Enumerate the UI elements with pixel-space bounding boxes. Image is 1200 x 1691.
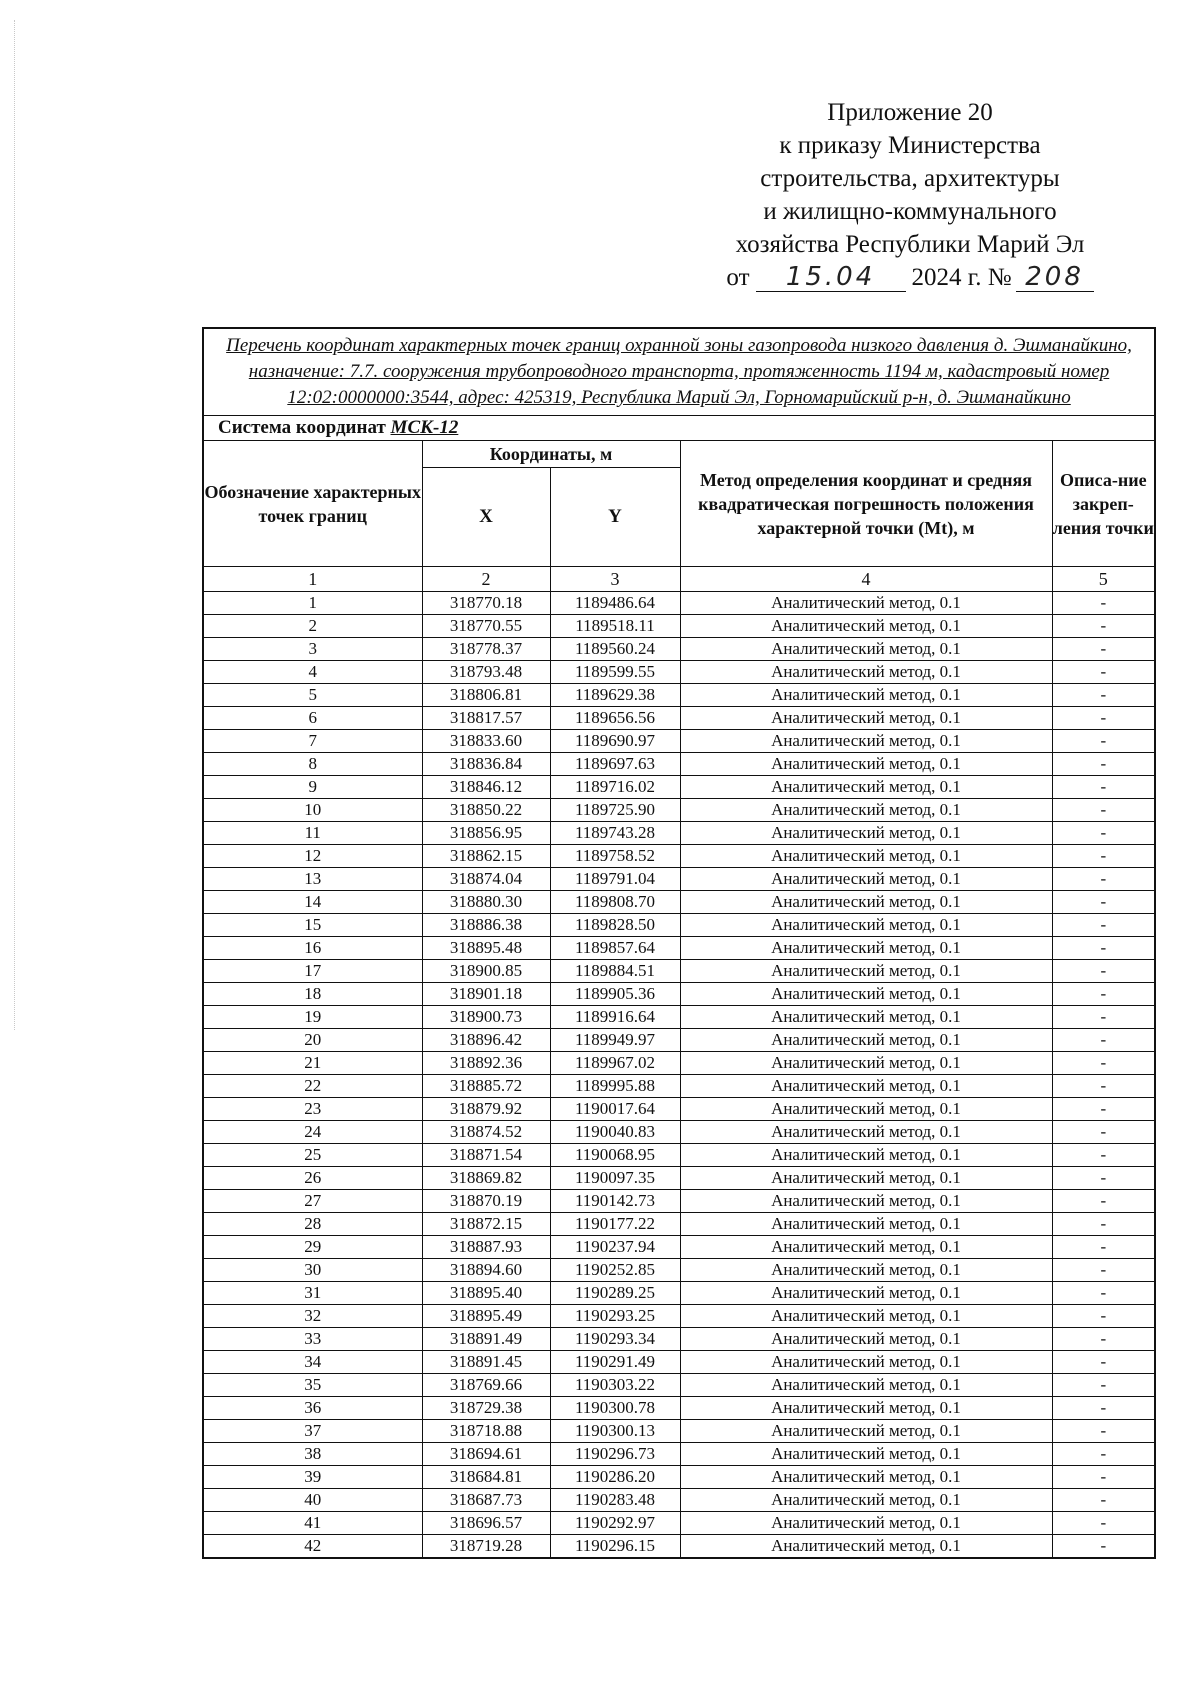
table-row: [203, 661, 1155, 684]
coord-y: 1189697.63: [550, 753, 680, 776]
point-number: 8: [203, 753, 422, 776]
fixing-description: -: [1052, 891, 1155, 914]
coord-y: 1189808.70: [550, 891, 680, 914]
coord-y: 1189916.64: [550, 1006, 680, 1029]
table-row: [203, 1052, 1155, 1075]
coord-x: 318856.95: [422, 822, 550, 845]
table-row: [203, 1351, 1155, 1374]
method: Аналитический метод, 0.1: [680, 707, 1052, 730]
point-number: 32: [203, 1305, 422, 1328]
coord-y: 1190237.94: [550, 1236, 680, 1259]
fixing-description: -: [1052, 1121, 1155, 1144]
coord-y: 1190283.48: [550, 1489, 680, 1512]
method: Аналитический метод, 0.1: [680, 1282, 1052, 1305]
coord-y: 1190289.25: [550, 1282, 680, 1305]
point-number: 28: [203, 1213, 422, 1236]
fixing-description: -: [1052, 1029, 1155, 1052]
fixing-description: -: [1052, 661, 1155, 684]
point-number: 1: [203, 592, 422, 615]
method: Аналитический метод, 0.1: [680, 1305, 1052, 1328]
coord-x: 318687.73: [422, 1489, 550, 1512]
handwritten-order-number: 208: [1016, 263, 1094, 292]
table-row: [203, 1512, 1155, 1535]
coordinates-table: [202, 327, 1156, 1559]
column-number: 2: [422, 567, 550, 592]
coord-x: 318862.15: [422, 845, 550, 868]
point-number: 12: [203, 845, 422, 868]
method: Аналитический метод, 0.1: [680, 799, 1052, 822]
table-caption-row: [203, 328, 1155, 416]
table-row: [203, 1489, 1155, 1512]
method: Аналитический метод, 0.1: [680, 1029, 1052, 1052]
coord-x: 318684.81: [422, 1466, 550, 1489]
coord-y: 1190303.22: [550, 1374, 680, 1397]
coord-x: 318879.92: [422, 1098, 550, 1121]
coord-x: 318846.12: [422, 776, 550, 799]
coord-x: 318806.81: [422, 684, 550, 707]
coord-x: 318850.22: [422, 799, 550, 822]
fixing-description: -: [1052, 1351, 1155, 1374]
coord-x: 318833.60: [422, 730, 550, 753]
method: Аналитический метод, 0.1: [680, 1351, 1052, 1374]
coord-y: 1190296.15: [550, 1535, 680, 1559]
method: Аналитический метод, 0.1: [680, 1006, 1052, 1029]
table-row: [203, 960, 1155, 983]
method: Аналитический метод, 0.1: [680, 960, 1052, 983]
coord-y: 1190300.78: [550, 1397, 680, 1420]
point-number: 22: [203, 1075, 422, 1098]
header-line: к приказу Министерства: [779, 132, 1041, 159]
coord-x: 318880.30: [422, 891, 550, 914]
fixing-description: -: [1052, 615, 1155, 638]
coord-x: 318871.54: [422, 1144, 550, 1167]
table-row: [203, 1420, 1155, 1443]
coord-x: 318770.55: [422, 615, 550, 638]
header-x: X: [422, 468, 550, 567]
table-row: [203, 1075, 1155, 1098]
coord-y: 1189995.88: [550, 1075, 680, 1098]
point-number: 27: [203, 1190, 422, 1213]
header-line: строительства, архитектуры: [760, 165, 1060, 192]
point-number: 21: [203, 1052, 422, 1075]
coord-y: 1189518.11: [550, 615, 680, 638]
fixing-description: -: [1052, 1236, 1155, 1259]
table-row: [203, 891, 1155, 914]
table-row: [203, 1374, 1155, 1397]
coord-y: 1189857.64: [550, 937, 680, 960]
coord-x: 318694.61: [422, 1443, 550, 1466]
table-row: [203, 1259, 1155, 1282]
handwritten-order-date: 15.04: [756, 263, 906, 292]
method: Аналитический метод, 0.1: [680, 592, 1052, 615]
coord-y: 1189905.36: [550, 983, 680, 1006]
fixing-description: -: [1052, 1075, 1155, 1098]
coord-x: 318718.88: [422, 1420, 550, 1443]
header-y: Y: [550, 468, 680, 567]
header-line: хозяйства Республики Марий Эл: [735, 231, 1085, 258]
fixing-description: -: [1052, 799, 1155, 822]
method: Аналитический метод, 0.1: [680, 1328, 1052, 1351]
table-row: [203, 845, 1155, 868]
table-row: [203, 1535, 1155, 1559]
coord-y: 1189725.90: [550, 799, 680, 822]
table-row: [203, 1443, 1155, 1466]
fixing-description: -: [1052, 753, 1155, 776]
point-number: 14: [203, 891, 422, 914]
point-number: 5: [203, 684, 422, 707]
method: Аналитический метод, 0.1: [680, 983, 1052, 1006]
table-row: [203, 1213, 1155, 1236]
coord-x: 318901.18: [422, 983, 550, 1006]
table-row: [203, 1029, 1155, 1052]
table-row: [203, 1144, 1155, 1167]
coord-x: 318900.85: [422, 960, 550, 983]
method: Аналитический метод, 0.1: [680, 1489, 1052, 1512]
point-number: 35: [203, 1374, 422, 1397]
coord-x: 318770.18: [422, 592, 550, 615]
coordinate-system-value: МСК-12: [390, 417, 459, 438]
fixing-description: -: [1052, 776, 1155, 799]
coord-y: 1190252.85: [550, 1259, 680, 1282]
point-number: 15: [203, 914, 422, 937]
coord-x: 318887.93: [422, 1236, 550, 1259]
coord-x: 318891.45: [422, 1351, 550, 1374]
point-number: 30: [203, 1259, 422, 1282]
coord-x: 318769.66: [422, 1374, 550, 1397]
method: Аналитический метод, 0.1: [680, 1052, 1052, 1075]
method: Аналитический метод, 0.1: [680, 868, 1052, 891]
coord-x: 318886.38: [422, 914, 550, 937]
table-row: [203, 937, 1155, 960]
fixing-description: -: [1052, 1374, 1155, 1397]
coord-y: 1189690.97: [550, 730, 680, 753]
table-row: [203, 799, 1155, 822]
method: Аналитический метод, 0.1: [680, 1374, 1052, 1397]
coord-x: 318874.04: [422, 868, 550, 891]
method: Аналитический метод, 0.1: [680, 914, 1052, 937]
method: Аналитический метод, 0.1: [680, 1236, 1052, 1259]
method: Аналитический метод, 0.1: [680, 661, 1052, 684]
coord-x: 318869.82: [422, 1167, 550, 1190]
method: Аналитический метод, 0.1: [680, 1259, 1052, 1282]
method: Аналитический метод, 0.1: [680, 1535, 1052, 1559]
coord-x: 318895.49: [422, 1305, 550, 1328]
column-number: 3: [550, 567, 680, 592]
coord-x: 318696.57: [422, 1512, 550, 1535]
table-row: [203, 707, 1155, 730]
header-coordinates: Координаты, м: [422, 441, 680, 468]
point-number: 19: [203, 1006, 422, 1029]
table-row: [203, 1098, 1155, 1121]
coord-y: 1189560.24: [550, 638, 680, 661]
point-number: 7: [203, 730, 422, 753]
header-description: Описа-ние закреп-ления точки: [1052, 441, 1155, 567]
coord-y: 1190291.49: [550, 1351, 680, 1374]
fixing-description: -: [1052, 1305, 1155, 1328]
point-number: 6: [203, 707, 422, 730]
fixing-description: -: [1052, 1167, 1155, 1190]
coord-x: 318895.48: [422, 937, 550, 960]
coord-x: 318817.57: [422, 707, 550, 730]
method: Аналитический метод, 0.1: [680, 1443, 1052, 1466]
point-number: 24: [203, 1121, 422, 1144]
method: Аналитический метод, 0.1: [680, 937, 1052, 960]
fixing-description: -: [1052, 1489, 1155, 1512]
coord-y: 1190293.34: [550, 1328, 680, 1351]
fixing-description: -: [1052, 1259, 1155, 1282]
method: Аналитический метод, 0.1: [680, 1397, 1052, 1420]
coord-x: 318896.42: [422, 1029, 550, 1052]
header-row-top: [203, 441, 1155, 468]
point-number: 41: [203, 1512, 422, 1535]
point-number: 13: [203, 868, 422, 891]
coord-y: 1189599.55: [550, 661, 680, 684]
point-number: 16: [203, 937, 422, 960]
method: Аналитический метод, 0.1: [680, 1098, 1052, 1121]
method: Аналитический метод, 0.1: [680, 891, 1052, 914]
table-row: [203, 1282, 1155, 1305]
coord-y: 1189656.56: [550, 707, 680, 730]
method: Аналитический метод, 0.1: [680, 776, 1052, 799]
method: Аналитический метод, 0.1: [680, 845, 1052, 868]
coordinate-system: [203, 416, 1155, 441]
fixing-description: -: [1052, 638, 1155, 661]
point-number: 10: [203, 799, 422, 822]
method: Аналитический метод, 0.1: [680, 753, 1052, 776]
point-number: 18: [203, 983, 422, 1006]
coord-x: 318900.73: [422, 1006, 550, 1029]
coord-y: 1190142.73: [550, 1190, 680, 1213]
method: Аналитический метод, 0.1: [680, 1144, 1052, 1167]
coord-y: 1189716.02: [550, 776, 680, 799]
point-number: 39: [203, 1466, 422, 1489]
point-number: 2: [203, 615, 422, 638]
order-line: [690, 261, 1130, 294]
method: Аналитический метод, 0.1: [680, 615, 1052, 638]
method: Аналитический метод, 0.1: [680, 822, 1052, 845]
coord-x: 318892.36: [422, 1052, 550, 1075]
coord-y: 1190296.73: [550, 1443, 680, 1466]
table-row: [203, 868, 1155, 891]
coord-y: 1189967.02: [550, 1052, 680, 1075]
order-year: 2024 г. №: [911, 264, 1012, 291]
point-number: 29: [203, 1236, 422, 1259]
table-row: [203, 1466, 1155, 1489]
point-number: 34: [203, 1351, 422, 1374]
point-number: 40: [203, 1489, 422, 1512]
coord-y: 1190286.20: [550, 1466, 680, 1489]
fixing-description: -: [1052, 845, 1155, 868]
table-row: [203, 1236, 1155, 1259]
table-row: [203, 1397, 1155, 1420]
table-row: [203, 1121, 1155, 1144]
header-method: Метод определения координат и средняя квадратическая погрешность положения характерной точки (Mt), м: [680, 441, 1052, 567]
coordinate-system-label: Система координат: [218, 417, 386, 438]
table-row: [203, 730, 1155, 753]
coord-y: 1190292.97: [550, 1512, 680, 1535]
point-number: 36: [203, 1397, 422, 1420]
table-row: [203, 1190, 1155, 1213]
table-row: [203, 753, 1155, 776]
fixing-description: -: [1052, 868, 1155, 891]
header-line: и жилищно-коммунального: [763, 198, 1057, 225]
fixing-description: -: [1052, 1397, 1155, 1420]
coord-x: 318872.15: [422, 1213, 550, 1236]
appendix-title: Приложение 20: [827, 99, 993, 126]
coordinate-system-row: [203, 416, 1155, 441]
table-row: [203, 1006, 1155, 1029]
coord-y: 1189629.38: [550, 684, 680, 707]
method: Аналитический метод, 0.1: [680, 1466, 1052, 1489]
method: Аналитический метод, 0.1: [680, 1075, 1052, 1098]
point-number: 38: [203, 1443, 422, 1466]
fixing-description: -: [1052, 914, 1155, 937]
coord-y: 1189758.52: [550, 845, 680, 868]
column-number-row: [203, 567, 1155, 592]
fixing-description: -: [1052, 707, 1155, 730]
method: Аналитический метод, 0.1: [680, 730, 1052, 753]
order-prefix: от: [726, 264, 750, 291]
point-number: 3: [203, 638, 422, 661]
table-row: [203, 592, 1155, 615]
coord-x: 318885.72: [422, 1075, 550, 1098]
fixing-description: -: [1052, 1213, 1155, 1236]
column-number: 5: [1052, 567, 1155, 592]
table-row: [203, 983, 1155, 1006]
table-row: [203, 615, 1155, 638]
coord-y: 1190300.13: [550, 1420, 680, 1443]
coord-x: 318729.38: [422, 1397, 550, 1420]
coord-y: 1189949.97: [550, 1029, 680, 1052]
coord-y: 1190177.22: [550, 1213, 680, 1236]
point-number: 37: [203, 1420, 422, 1443]
method: Аналитический метод, 0.1: [680, 1190, 1052, 1213]
table-row: [203, 776, 1155, 799]
table-row: [203, 914, 1155, 937]
coord-y: 1190068.95: [550, 1144, 680, 1167]
fixing-description: -: [1052, 1052, 1155, 1075]
point-number: 4: [203, 661, 422, 684]
coord-x: 318836.84: [422, 753, 550, 776]
fixing-description: -: [1052, 1466, 1155, 1489]
coord-x: 318719.28: [422, 1535, 550, 1559]
point-number: 31: [203, 1282, 422, 1305]
method: Аналитический метод, 0.1: [680, 1420, 1052, 1443]
fixing-description: -: [1052, 960, 1155, 983]
table-caption: Перечень координат характерных точек границ охранной зоны газопровода низкого давления д. Эшманайкино, назначение: 7.7. сооружения трубопроводного транспорта, протяженность 1194 м, кадастровый номер 12:02:0000000:3544, адрес: 425319, Республика Марий Эл, Горномарийский р-н, д. Эшманайкино: [203, 328, 1155, 416]
scan-edge-artifact: [14, 20, 15, 1030]
point-number: 42: [203, 1535, 422, 1559]
method: Аналитический метод, 0.1: [680, 638, 1052, 661]
coord-x: 318870.19: [422, 1190, 550, 1213]
fixing-description: -: [1052, 1190, 1155, 1213]
table-row: [203, 1305, 1155, 1328]
column-number: 1: [203, 567, 422, 592]
point-number: 17: [203, 960, 422, 983]
point-number: 9: [203, 776, 422, 799]
appendix-header: [690, 96, 1130, 294]
table-row: [203, 1328, 1155, 1351]
point-number: 11: [203, 822, 422, 845]
coord-y: 1190293.25: [550, 1305, 680, 1328]
fixing-description: -: [1052, 937, 1155, 960]
coord-x: 318793.48: [422, 661, 550, 684]
coord-y: 1189828.50: [550, 914, 680, 937]
coord-y: 1189791.04: [550, 868, 680, 891]
coord-y: 1190017.64: [550, 1098, 680, 1121]
coord-y: 1189486.64: [550, 592, 680, 615]
coord-x: 318874.52: [422, 1121, 550, 1144]
fixing-description: -: [1052, 822, 1155, 845]
fixing-description: -: [1052, 592, 1155, 615]
coord-y: 1190040.83: [550, 1121, 680, 1144]
method: Аналитический метод, 0.1: [680, 1512, 1052, 1535]
fixing-description: -: [1052, 1512, 1155, 1535]
fixing-description: -: [1052, 684, 1155, 707]
fixing-description: -: [1052, 1420, 1155, 1443]
fixing-description: -: [1052, 1328, 1155, 1351]
fixing-description: -: [1052, 730, 1155, 753]
column-number: 4: [680, 567, 1052, 592]
coord-y: 1189884.51: [550, 960, 680, 983]
point-number: 23: [203, 1098, 422, 1121]
point-number: 26: [203, 1167, 422, 1190]
coord-x: 318895.40: [422, 1282, 550, 1305]
point-number: 33: [203, 1328, 422, 1351]
point-number: 20: [203, 1029, 422, 1052]
fixing-description: -: [1052, 1443, 1155, 1466]
table-row: [203, 684, 1155, 707]
coord-y: 1189743.28: [550, 822, 680, 845]
header-point-designation: Обозначение характерных точек границ: [203, 441, 422, 567]
method: Аналитический метод, 0.1: [680, 1213, 1052, 1236]
method: Аналитический метод, 0.1: [680, 1167, 1052, 1190]
fixing-description: -: [1052, 983, 1155, 1006]
table-row: [203, 1167, 1155, 1190]
coord-x: 318778.37: [422, 638, 550, 661]
table-row: [203, 638, 1155, 661]
fixing-description: -: [1052, 1006, 1155, 1029]
coord-x: 318894.60: [422, 1259, 550, 1282]
fixing-description: -: [1052, 1282, 1155, 1305]
point-number: 25: [203, 1144, 422, 1167]
coord-y: 1190097.35: [550, 1167, 680, 1190]
fixing-description: -: [1052, 1535, 1155, 1559]
fixing-description: -: [1052, 1144, 1155, 1167]
table-row: [203, 822, 1155, 845]
coord-x: 318891.49: [422, 1328, 550, 1351]
method: Аналитический метод, 0.1: [680, 1121, 1052, 1144]
method: Аналитический метод, 0.1: [680, 684, 1052, 707]
fixing-description: -: [1052, 1098, 1155, 1121]
